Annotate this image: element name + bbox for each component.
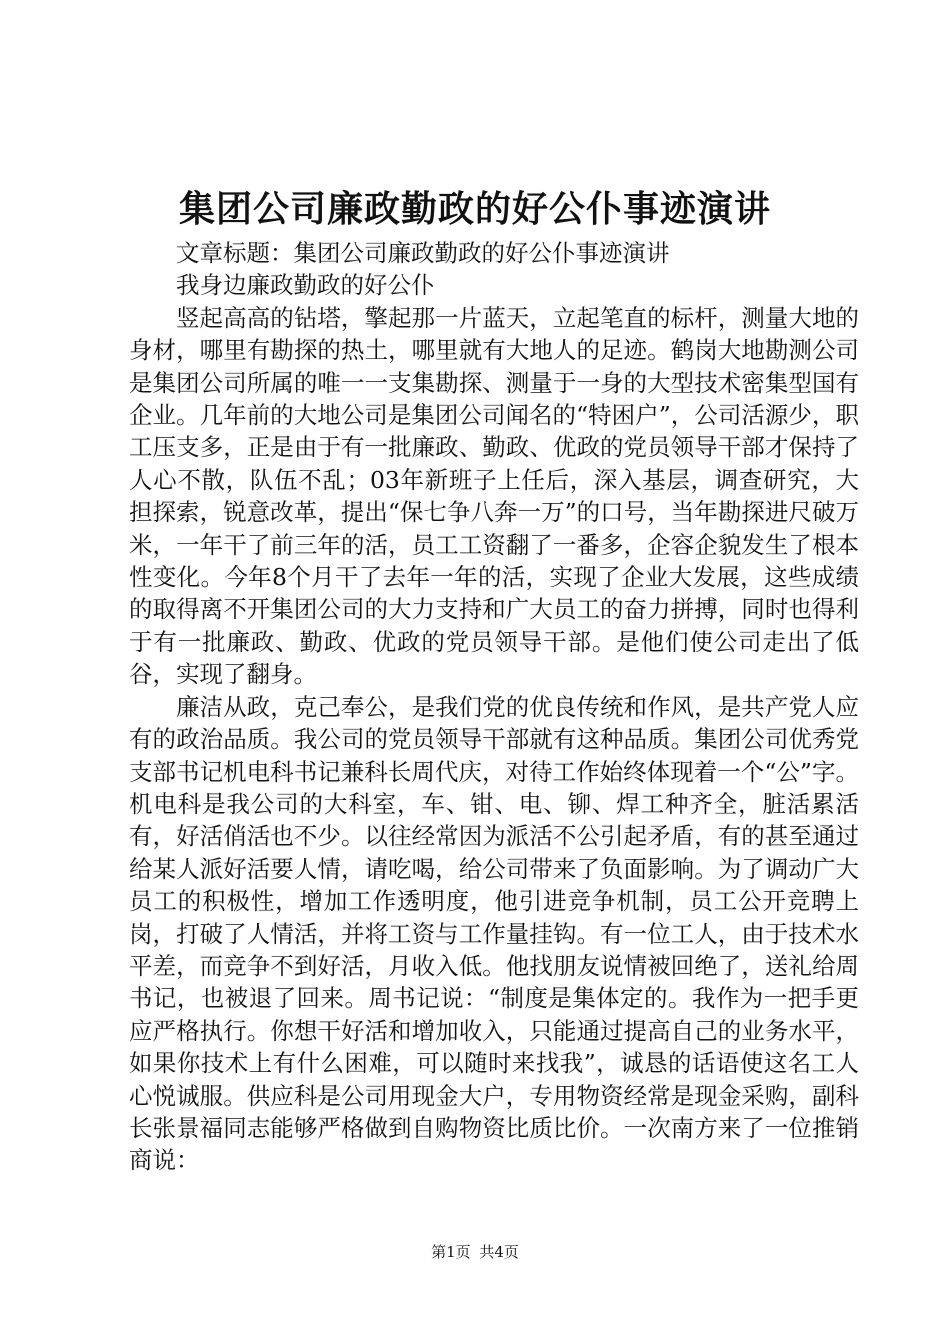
page-total: 共4页 <box>479 1243 519 1261</box>
subtitle-line: 我身边廉政勤政的好公仆 <box>176 271 435 300</box>
page-number: 第1页 <box>431 1243 471 1261</box>
document-title: 集团公司廉政勤政的好公仆事迹演讲 <box>178 188 771 230</box>
document-body <box>129 237 859 1177</box>
body-paragraph-2: 廉洁从政，克己奉公，是我们党的优良传统和作风，是共产党人应有的政治品质。我公司的党员领导干部就有这种品质。集团公司优秀党支部书记机电科书记兼科长周代庆，对待工作始终体现着一个“公”字。机电科是我公司的大科室，车、钳、电、铆、焊工种齐全，脏活累活有，好活俏活也不少。以往经常因为派活不公引起矛盾，有的甚至通过给某人派好活要人情，请吃喝，给公司带来了负面影响。为了调动广大员工的积极性，增加工作透明度，他引进竞争机制，员工公开竞聘上岗，打破了人情活，并将工资与工作量挂钩。有一位工人，由于技术水平差，而竞争不到好活，月收入低。他找朋友说情被回绝了，送礼给周书记，也被退了回来。周书记说：“制度是集体定的。我作为一把手更应严格执行。你想干好活和增加收入，只能通过提高自己的业务水平，如果你技术上有什么困难，可以随时来找我”，诚恳的话语使这名工人心悦诚服。供应科是公司用现金大户，专用物资经常是现金采购，副科长张景福同志能够严格做到自购物资比质比价。一次南方来了一位推销商说： <box>129 692 859 1175</box>
article-title-line: 文章标题：集团公司廉政勤政的好公仆事迹演讲 <box>176 239 670 267</box>
body-paragraph-1: 竖起高高的钻塔，擎起那一片蓝天，立起笔直的标杆，测量大地的身材，哪里有勘探的热土，哪里就有大地人的足迹。鹤岗大地勘测公司是集团公司所属的唯一一支集勘探、测量于一身的大型技术密集型国有企业。几年前的大地公司是集团公司闻名的“特困户”，公司活源少，职工压支多，正是由于有一批廉政、勤政、优政的党员领导干部才保持了人心不散，队伍不乱；03年新班子上任后，深入基层，调查研究，大担探索，锐意改革，提出“保七争八奔一万”的口号，当年勘探进尺破万米，一年干了前三年的活，员工工资翻了一番多，企容企貌发生了根本性变化。今年8个月干了去年一年的活，实现了企业大发展，这些成绩的取得离不开集团公司的大力支持和广大员工的奋力拼搏，同时也得利于有一批廉政、勤政、优政的党员领导干部。是他们使公司走出了低谷，实现了翻身。 <box>129 303 859 689</box>
page-footer <box>0 1241 950 1263</box>
